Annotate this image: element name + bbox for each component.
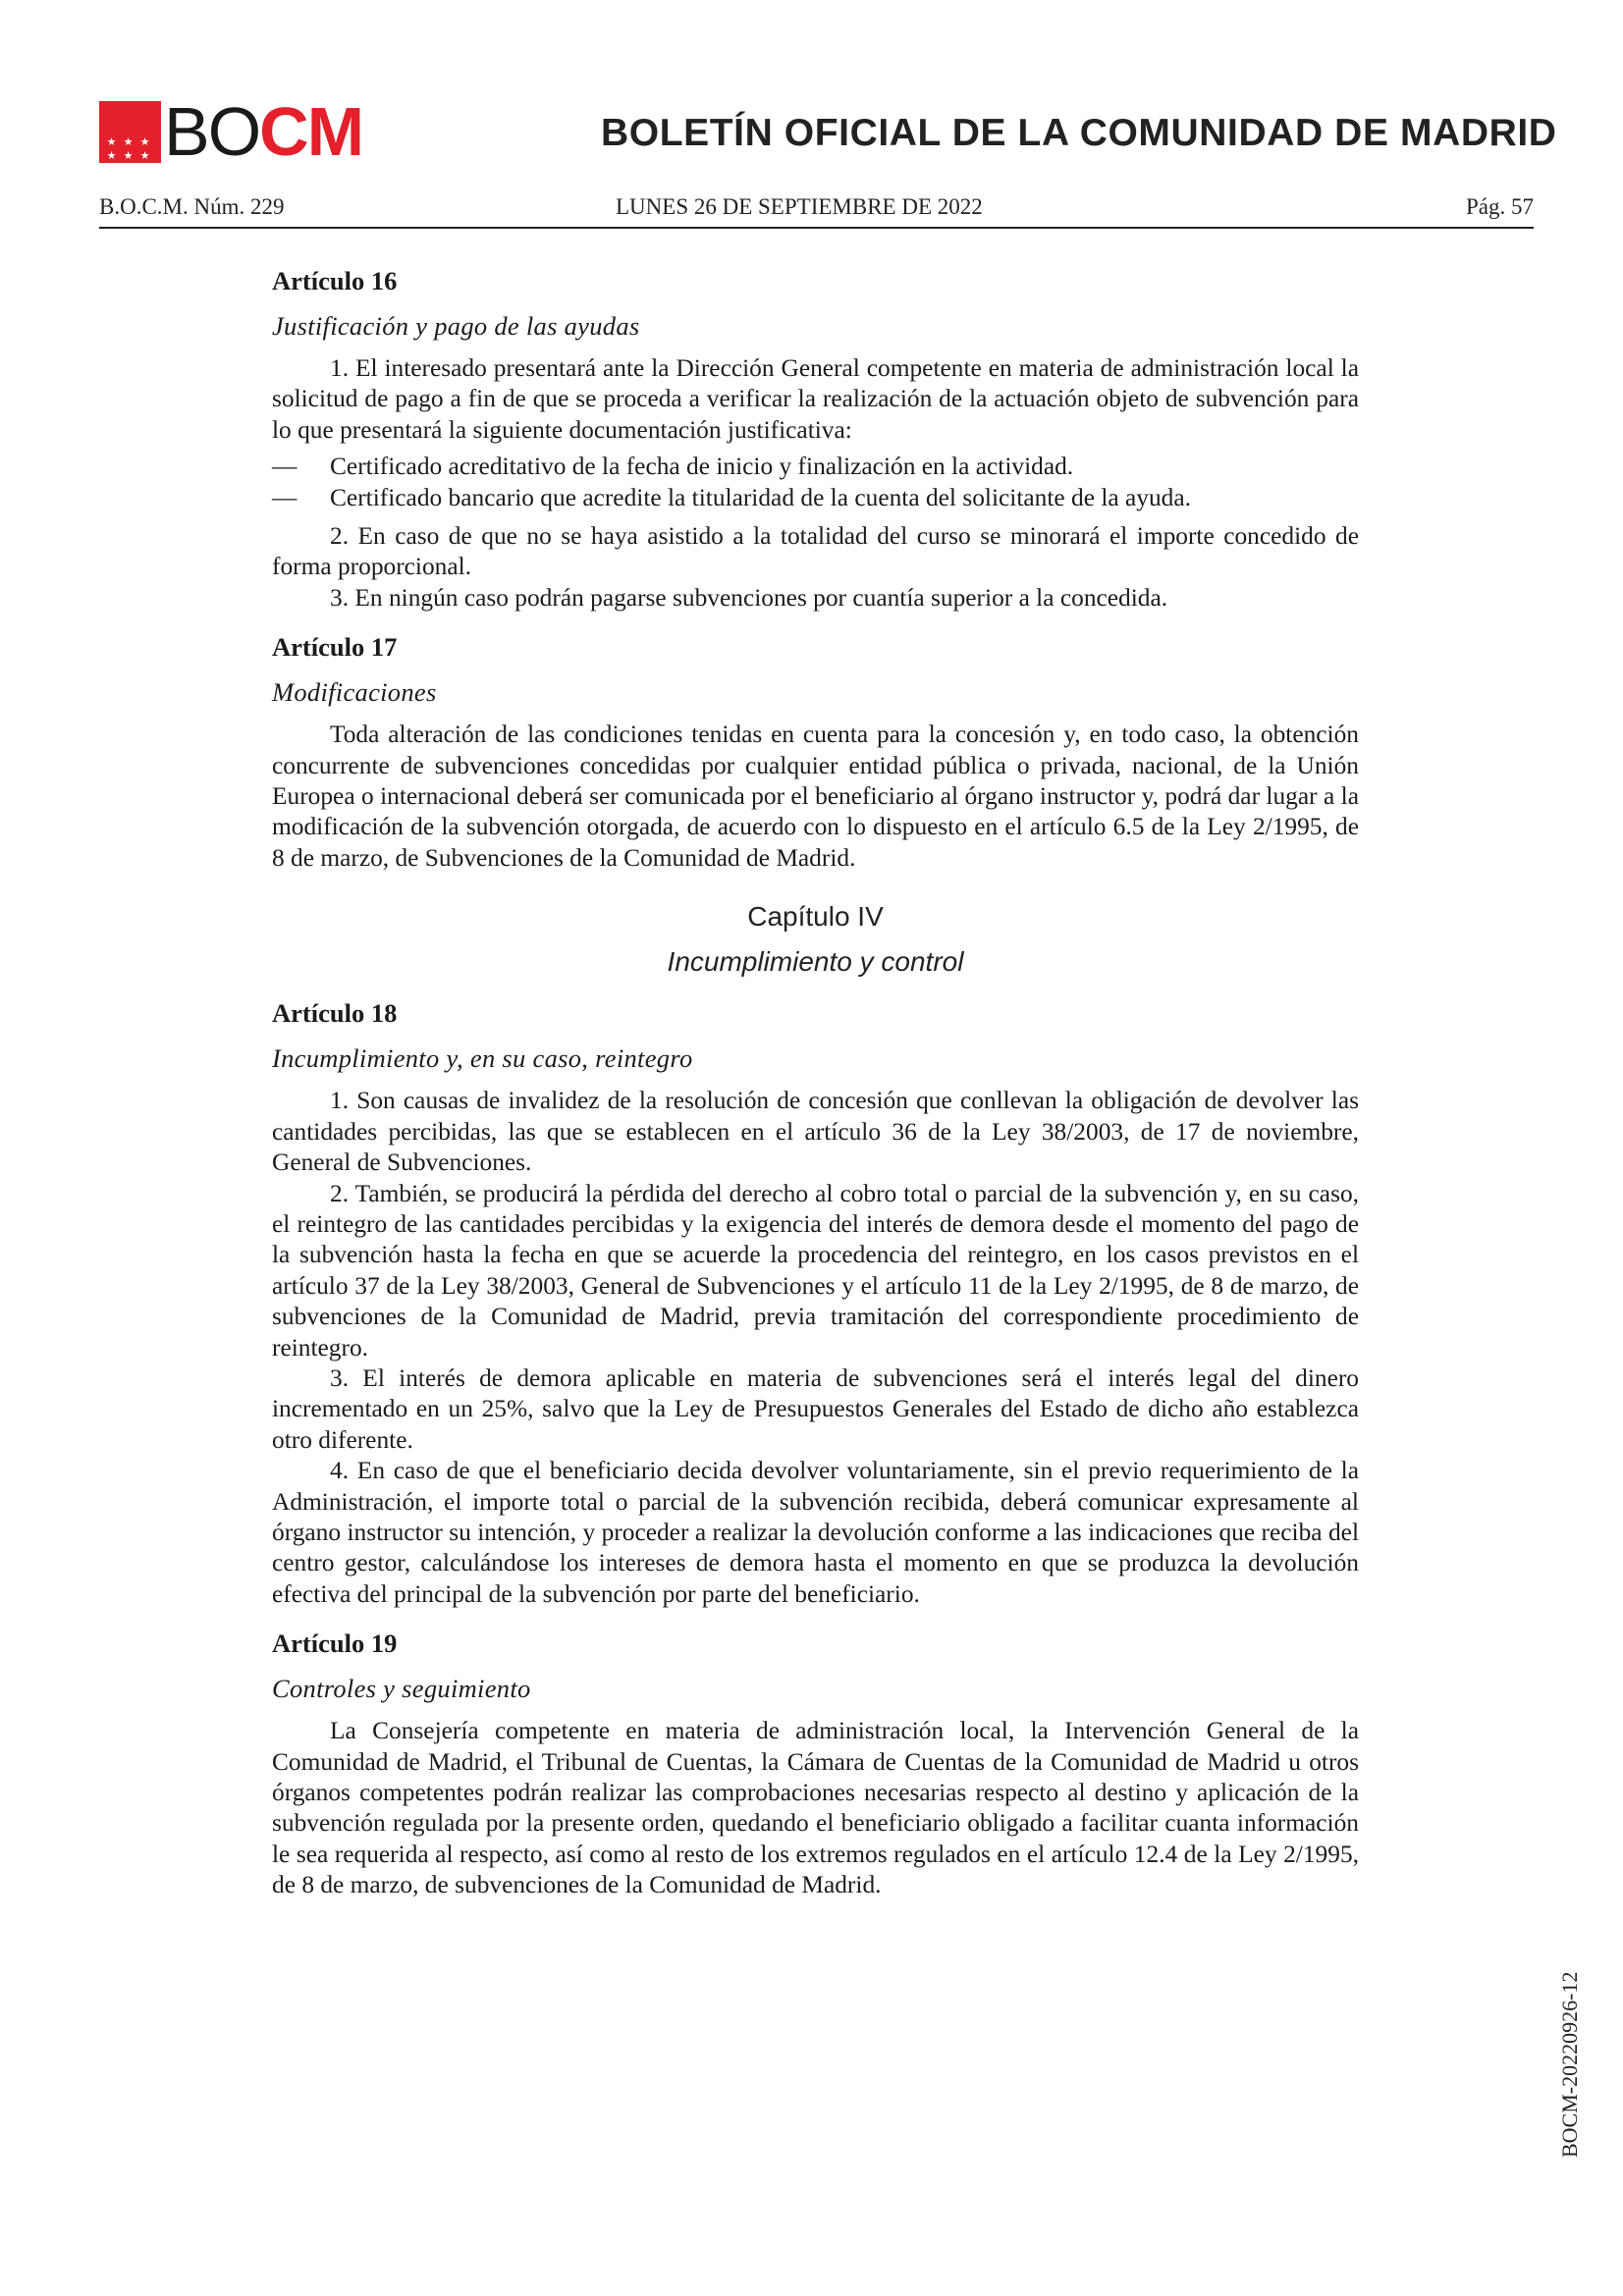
article-17-subtitle: Modificaciones: [272, 677, 437, 708]
article-16-title: Artículo 16: [272, 266, 398, 295]
article-18-title: Artículo 18: [272, 998, 398, 1029]
document-code-text: BOCM-20220926-12: [1557, 1971, 1582, 2158]
article-16-subtitle: Justificación y pago de las ayudas: [272, 311, 640, 341]
document-code: [1557, 1971, 1587, 2187]
page-number: Pág. 57: [1466, 194, 1534, 219]
article-16-paragraph-1: 1. El interesado presentará ante la Dirección General competente en materia de administración local la solicitud de pago a fin de que se proceda a verificar la realización de la actuación objeto de subvención para lo que presentará la siguiente documentación justificativa:: [272, 354, 1359, 444]
header-rule: [99, 227, 1534, 229]
list-item: [272, 452, 1359, 482]
article-19-title: Artículo 19: [272, 1629, 398, 1659]
article-18-paragraph-4: 4. En caso de que el beneficiario decida devolver voluntariamente, sin el previo requerimiento de la Administración, el importe total o parcial de la subvención recibida, deberá comunicar expresamente al órgano instructor su intención, y proceder a realizar la devolución conforme a las indicaciones que reciba del centro gestor, calculándose los intereses de demora hasta el momento en que se produzca la devolución efectiva del principal de la subvención por parte del beneficiario.: [272, 1457, 1359, 1608]
article-18-paragraph-2: 2. También, se producirá la pérdida del derecho al cobro total o parcial de la subvención y, en su caso, el reintegro de las cantidades percibidas y la exigencia del interés de demora desde el momento del pago de la subvención hasta la fecha en que se acuerde la procedencia del reintegro, en los casos previstos en el artículo 37 de la Ley 38/2003, General de Subvenciones y el artículo 11 de la Ley 2/1995, de 8 de marzo, de subvenciones de la Comunidad de Madrid, previa tramitación del correspondiente procedimiento de reintegro.: [272, 1179, 1359, 1362]
dash-marker: —: [272, 453, 298, 481]
dash-marker: —: [272, 483, 298, 511]
chapter-title: Capítulo IV: [747, 901, 884, 933]
issue-number: B.O.C.M. Núm. 229: [99, 194, 285, 219]
article-18-paragraph-1: 1. Son causas de invalidez de la resolución de concesión que conllevan la obligación de devolver las cantidades percibidas, las que se establecen en el artículo 36 de la Ley 38/2003, de 17 de noviembre, General de Subvenciones.: [272, 1087, 1359, 1177]
article-16-paragraph-3: 3. En ningún caso podrán pagarse subvenciones por cuantía superior a la concedida.: [330, 583, 1168, 612]
publication-title: BOLETÍN OFICIAL DE LA COMUNIDAD DE MADRID: [601, 112, 1557, 154]
list-item-text: Certificado acreditativo de la fecha de inicio y finalización en la actividad.: [330, 453, 1074, 481]
article-19-paragraph-1: La Consejería competente en materia de administración local, la Intervención General de la Comunidad de Madrid, el Tribunal de Cuentas, la Cámara de Cuentas de la Comunidad de Madrid u otros órganos competentes podrán realizar las comprobaciones necesarias respecto al destino y aplicación de la subvención regulada por la presente orden, quedando el beneficiario obligado a facilitar cuanta información le sea requerida al respecto, así como al resto de los extremos regulados en el artículo 12.4 de la Ley 2/1995, de 8 de marzo, de subvenciones de la Comunidad de Madrid.: [272, 1717, 1359, 1899]
madrid-flag-icon: ★ ★ ★ ★ ★ ★ ★: [99, 101, 161, 163]
bocm-logo: [99, 93, 363, 176]
article-16-paragraph-2: 2. En caso de que no se haya asistido a la totalidad del curso se minorará el importe concedido de forma proporcional.: [272, 522, 1359, 581]
list-item-text: Certificado bancario que acredite la titularidad de la cuenta del solicitante de la ayuda.: [330, 483, 1191, 511]
issue-date: LUNES 26 DE SEPTIEMBRE DE 2022: [616, 194, 983, 219]
logo-text-bo: BO: [164, 93, 260, 170]
article-17-paragraph-1: Toda alteración de las condiciones tenidas en cuenta para la concesión y, en todo caso, la obtención concurrente de subvenciones concedidas por cualquier entidad pública o privada, nacional, de la Unión Europea o internacional deberá ser comunicada por el beneficiario al órgano instructor y, podrá dar lugar a la modificación de la subvención otorgada, de acuerdo con lo dispuesto en el artículo 6.5 de la Ley 2/1995, de 8 de marzo, de Subvenciones de la Comunidad de Madrid.: [272, 721, 1359, 872]
document-body: [272, 263, 1359, 1901]
article-19-subtitle: Controles y seguimiento: [272, 1674, 531, 1704]
article-17-title: Artículo 17: [272, 632, 398, 663]
chapter-subtitle: Incumplimiento y control: [667, 946, 964, 978]
article-18-paragraph-3: 3. El interés de demora aplicable en materia de subvenciones será el interés legal del dinero incrementado en un 25%, salvo que la Ley de Presupuestos Generales del Estado de dicho año establezca otro diferente.: [272, 1363, 1359, 1454]
article-18-subtitle: Incumplimiento y, en su caso, reintegro: [272, 1043, 693, 1074]
list-item: [272, 483, 1359, 513]
logo-text-cm: CM: [259, 93, 363, 170]
running-header: [99, 194, 1534, 224]
